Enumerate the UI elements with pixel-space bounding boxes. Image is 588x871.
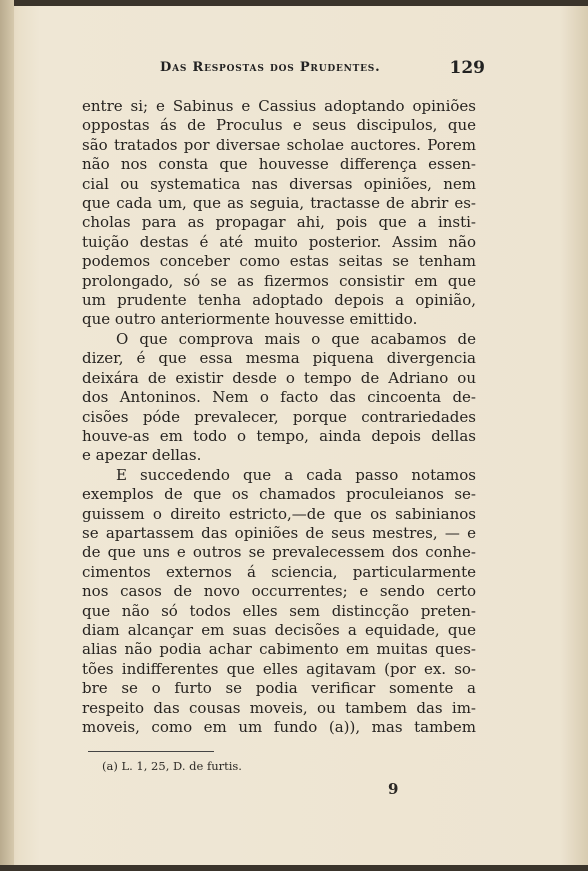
text-line: diam alcançar em suas decisões a equidade, que bbox=[82, 620, 476, 639]
page-top-edge bbox=[0, 0, 588, 6]
text-line: dizer, é que essa mesma piquena divergencia bbox=[82, 349, 476, 368]
text-line: dos Antoninos. Nem o facto das cincoenta de- bbox=[82, 388, 476, 407]
text-line: exemplos de que os chamados proculeianos se- bbox=[82, 485, 476, 504]
text-line: cial ou systematica nas diversas opiniões, nem bbox=[82, 174, 476, 193]
text-line: não nos consta que houvesse differença essen- bbox=[82, 155, 476, 174]
footnote-rule bbox=[88, 751, 214, 752]
text-line: nos casos de novo occurrentes; e sendo certo bbox=[82, 582, 476, 601]
text-line: que cada um, que as seguia, tractasse de abrir es- bbox=[82, 194, 476, 213]
text-line: podemos conceber como estas seitas se tenham bbox=[82, 252, 476, 271]
page-number: 129 bbox=[449, 58, 485, 78]
text-line: bre se o furto se podia verificar somente a bbox=[82, 679, 476, 698]
text-line: que outro anteriormente houvesse emittido. bbox=[82, 310, 418, 329]
text-line: se apartassem das opiniões de seus mestres, — e bbox=[82, 523, 476, 542]
text-line: respeito das cousas moveis, ou tambem das im- bbox=[82, 698, 476, 717]
text-line: moveis, como em um fundo (a)), mas tambem bbox=[82, 718, 476, 736]
text-line: E succedendo que a cada passo notamos bbox=[116, 465, 476, 484]
text-line: um prudente tenha adoptado depois a opinião, bbox=[82, 291, 476, 310]
text-line: cimentos externos á sciencia, particularmente bbox=[82, 562, 476, 581]
page-binding-edge bbox=[0, 0, 14, 871]
text-line: e apezar dellas. bbox=[82, 446, 202, 465]
text-line: de que uns e outros se prevalecessem dos conhe- bbox=[82, 543, 476, 562]
text-line: entre si; e Sabinus e Cassius adoptando opiniões bbox=[82, 97, 476, 115]
text-line: houve-as em todo o tempo, ainda depois dellas bbox=[82, 426, 476, 445]
running-title: Das Respostas dos Prudentes. bbox=[160, 60, 381, 75]
text-line: deixára de existir desde o tempo de Adriano ou bbox=[82, 368, 476, 387]
footnote: (a) L. 1, 25, D. de furtis. bbox=[102, 759, 242, 773]
text-line: tões indifferentes que elles agitavam (por ex. so- bbox=[82, 659, 476, 678]
text-line: O que comprova mais o que acabamos de bbox=[116, 329, 476, 348]
text-line: tuição destas é até muito posterior. Assim não bbox=[82, 232, 476, 251]
page-header bbox=[160, 58, 490, 82]
text-line: cholas para as propagar ahi, pois que a insti- bbox=[82, 213, 476, 232]
body-text bbox=[82, 97, 476, 737]
text-line: prolongado, só se as fizermos consistir em que bbox=[82, 271, 476, 290]
page-bottom-edge bbox=[0, 865, 588, 871]
text-line: alias não podia achar cabimento em muitas ques- bbox=[82, 640, 476, 659]
text-line: são tratados por diversae scholae auctores. Porem bbox=[82, 135, 476, 154]
text-line: cisões póde prevalecer, porque contrariedades bbox=[82, 407, 476, 426]
text-line: que não só todos elles sem distincção preten- bbox=[82, 601, 476, 620]
text-line: oppostas ás de Proculus e seus discipulos, que bbox=[82, 116, 476, 135]
text-line: guissem o direito estricto,—de que os sabinianos bbox=[82, 504, 476, 523]
signature-mark: 9 bbox=[388, 780, 399, 798]
